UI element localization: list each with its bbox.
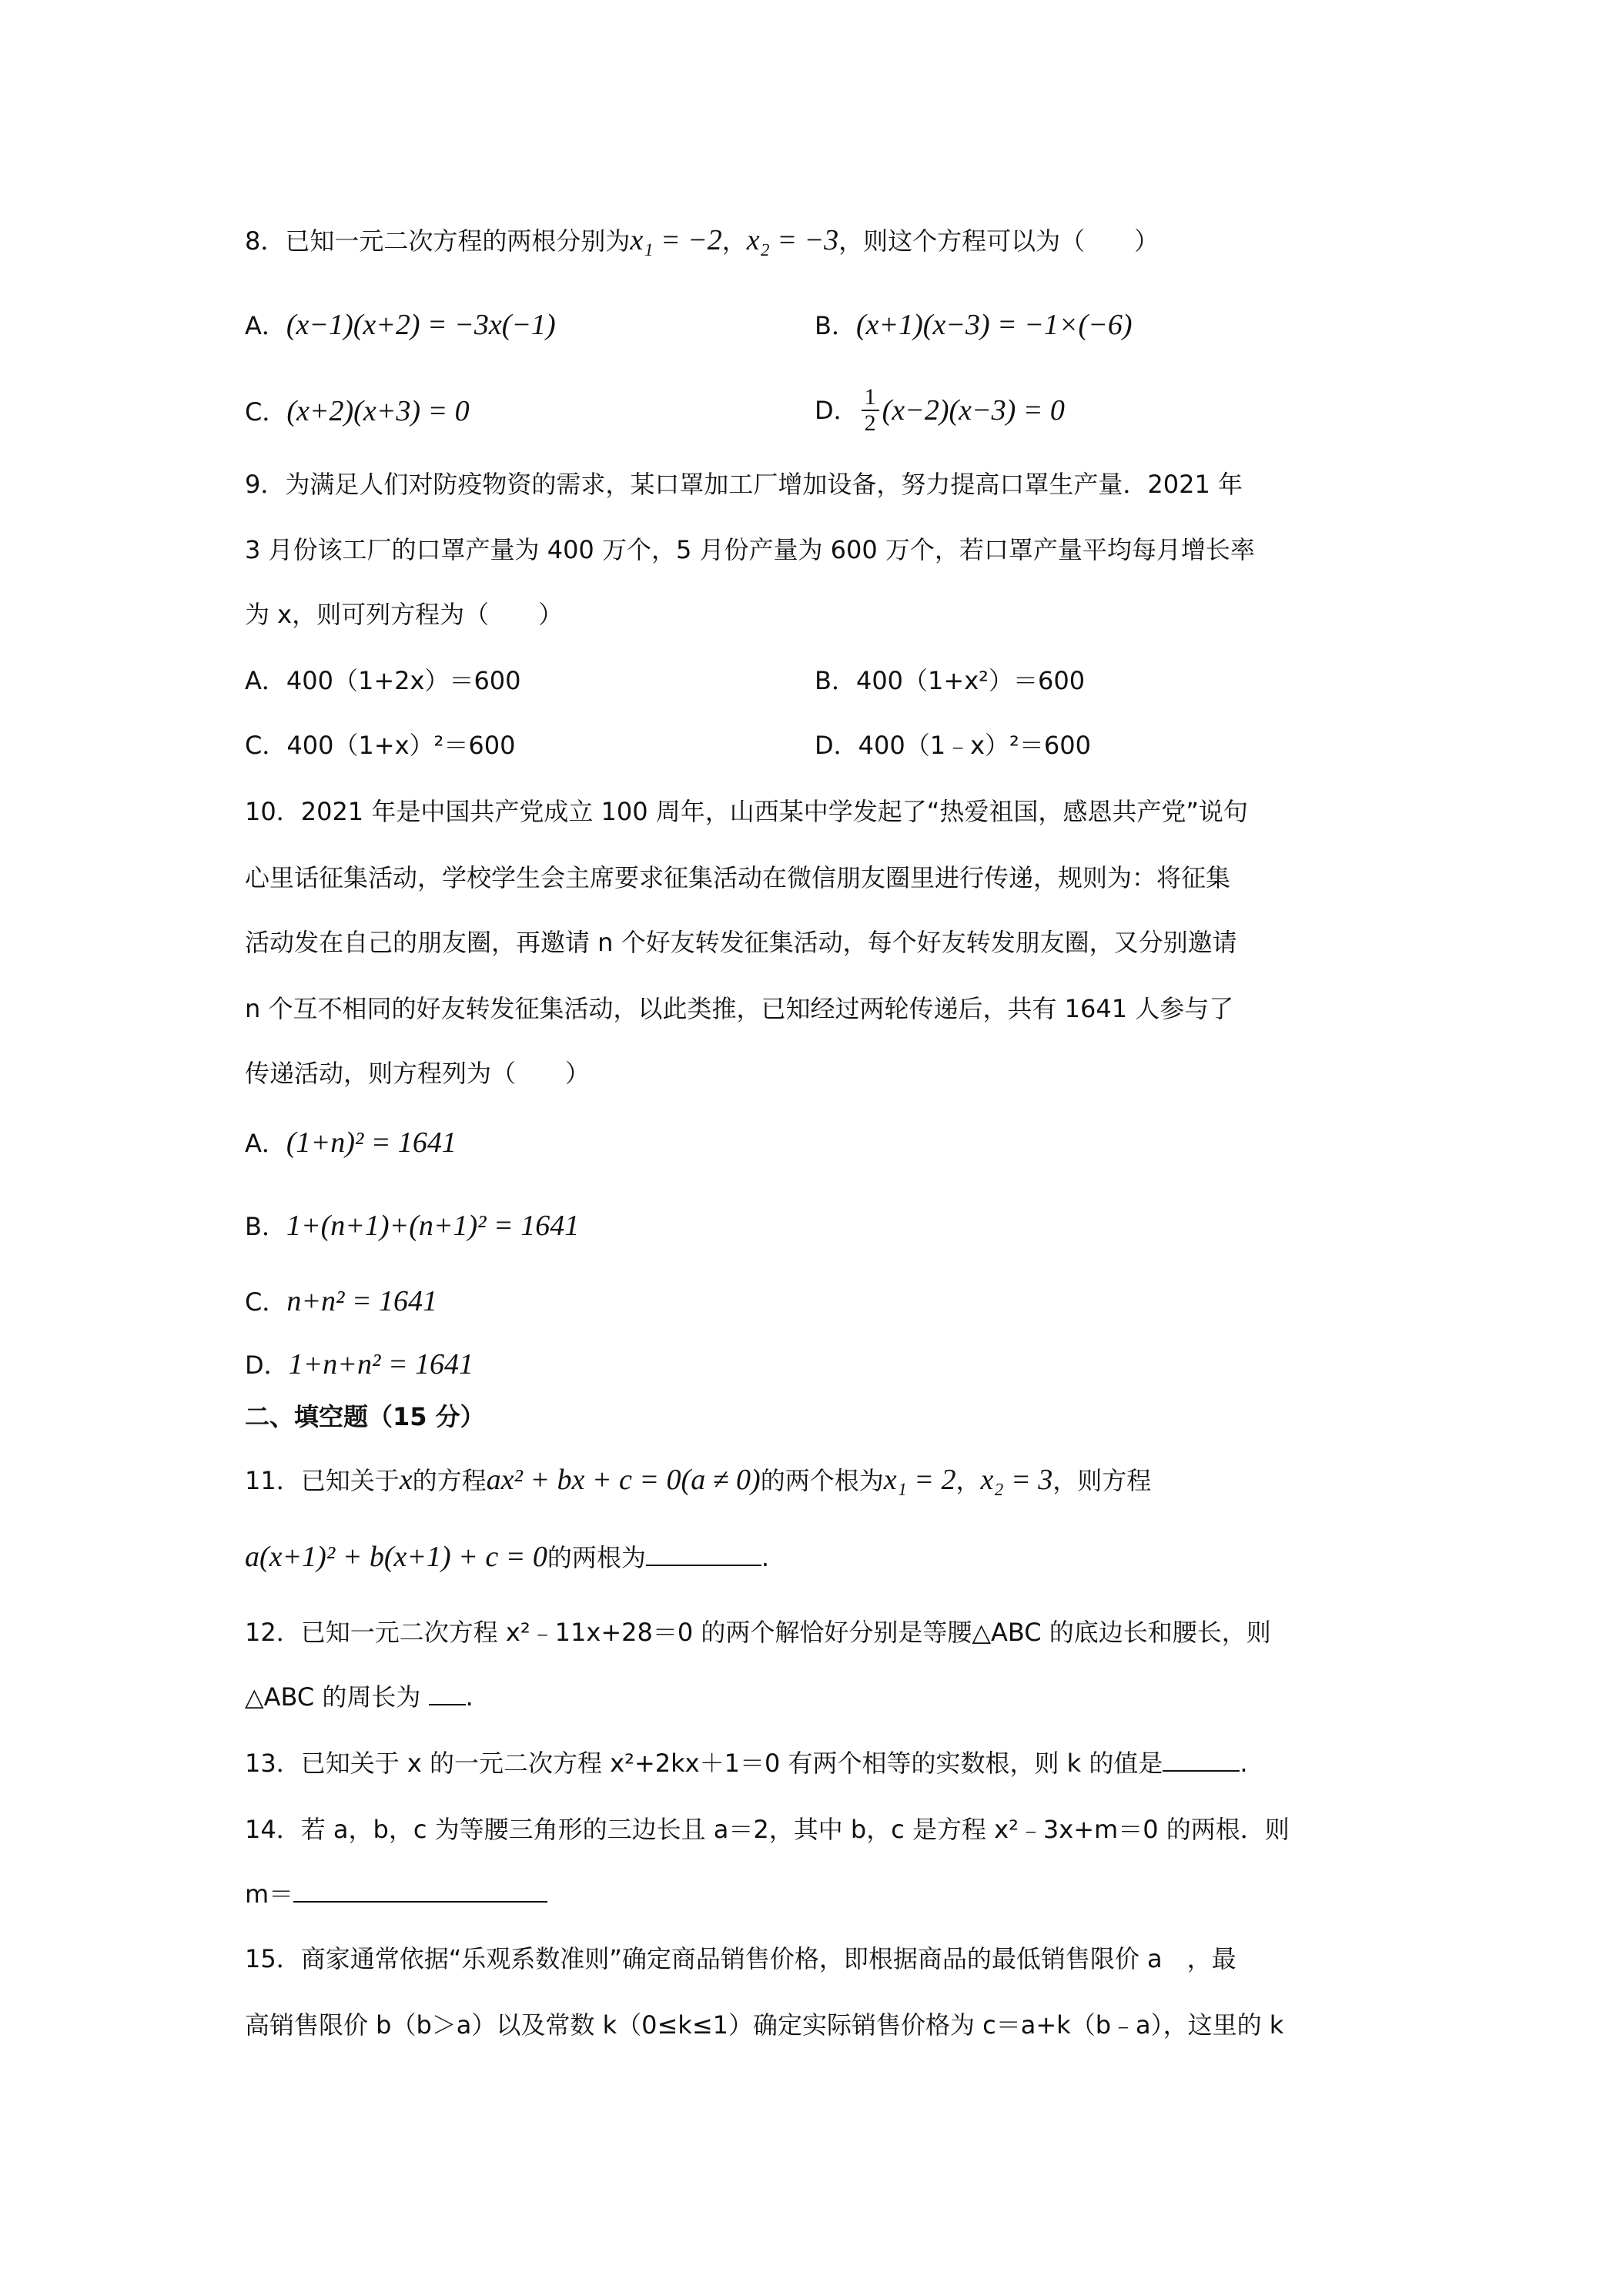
q8-root2: x₂ = −3 xyxy=(746,224,839,256)
q13-line xyxy=(245,1746,1384,1780)
q11-stem-e: 的两根为 xyxy=(547,1543,646,1572)
q11-stem-c: 的两个根为 xyxy=(760,1466,884,1495)
q12-line-2 xyxy=(245,1680,1384,1714)
q11-stem xyxy=(245,1463,1384,1498)
q8-stem xyxy=(245,223,1384,258)
q10-option-d-eq: 1+n+n² = 1641 xyxy=(288,1348,474,1381)
q11-stem-d: ，则方程 xyxy=(1052,1466,1152,1495)
q9-option-a: A．400（1+2x）＝600 xyxy=(245,666,521,695)
q8-option-c-eq: (x+2)(x+3) = 0 xyxy=(286,395,470,427)
q14-line-1: 14．若 a，b，c 为等腰三角形的三边长且 a＝2，其中 b，c 是方程 x²﹣3x+m＝0 的两根．则 xyxy=(245,1815,1290,1844)
q10-option-a xyxy=(245,1126,457,1160)
section-heading: 二、填空题（15 分） xyxy=(245,1402,485,1431)
q11-separator: ， xyxy=(955,1466,981,1495)
q8-option-c-label: C． xyxy=(245,397,287,427)
q9-line-3: 为 x，则可列方程为（ ） xyxy=(245,600,564,629)
q11-line-2 xyxy=(245,1540,1384,1575)
q11-var: x xyxy=(399,1464,413,1496)
q10-line-2: 心里话征集活动，学校学生会主席要求征集活动在微信朋友圈里进行传递，规则为：将征集 xyxy=(245,863,1231,892)
q8-option-d-label: D． xyxy=(815,396,858,425)
q10-option-d xyxy=(245,1347,474,1382)
q8-fraction-numerator: 1 xyxy=(862,385,879,411)
q11-equation: ax² + bx + c = 0(a ≠ 0) xyxy=(486,1464,761,1496)
q11-stem-b: 的方程 xyxy=(412,1466,487,1495)
q10-line-4: n 个互不相同的好友转发征集活动，以此类推，已知经过两轮传递后，共有 1641 人参与了 xyxy=(245,994,1234,1023)
q10-option-c-eq: n+n² = 1641 xyxy=(286,1285,438,1317)
q11-root2: x₂ = 3 xyxy=(980,1464,1053,1496)
q11-end: . xyxy=(761,1543,770,1572)
q10-option-c-label: C． xyxy=(245,1287,287,1317)
q13-end: . xyxy=(1240,1749,1248,1778)
q10-option-d-label: D． xyxy=(245,1350,289,1380)
q12-end: . xyxy=(465,1682,474,1712)
q8-option-d-fraction xyxy=(862,385,879,436)
q8-option-b-label: B． xyxy=(815,311,856,340)
q10-line-3: 活动发在自己的朋友圈，再邀请 n 个好友转发征集活动，每个好友转发朋友圈，又分别邀请 xyxy=(245,928,1237,957)
q10-option-b-eq: 1+(n+1)+(n+1)² = 1641 xyxy=(286,1210,580,1242)
q9-option-c: C．400（1+x）²＝600 xyxy=(245,731,516,760)
q11-stem-a: 11．已知关于 xyxy=(245,1466,400,1495)
q10-option-a-label: A． xyxy=(245,1129,286,1158)
q9-line-2: 3 月份该工厂的口罩产量为 400 万个，5 月份产量为 600 万个，若口罩产量平均每月增长率 xyxy=(245,535,1255,564)
q14-line-2 xyxy=(245,1877,1384,1911)
q8-separator: ， xyxy=(721,226,747,256)
q10-option-a-eq: (1+n)² = 1641 xyxy=(286,1126,457,1159)
q8-option-a-eq: (x−1)(x+2) = −3x(−1) xyxy=(286,309,556,341)
q8-option-b xyxy=(815,308,1132,343)
q14-answer-blank[interactable] xyxy=(293,1878,547,1903)
q8-option-c xyxy=(245,394,470,429)
q8-option-b-eq: (x+1)(x−3) = −1×(−6) xyxy=(855,309,1133,341)
q8-option-d-eq: (x−2)(x−3) = 0 xyxy=(882,394,1065,427)
q11-answer-blank[interactable] xyxy=(646,1541,761,1566)
q12-line-1: 12．已知一元二次方程 x²﹣11x+28＝0 的两个解恰好分别是等腰△ABC 的底边长和腰长，则 xyxy=(245,1618,1271,1647)
q10-option-b-label: B． xyxy=(245,1212,286,1241)
q14-line-2-text: m＝ xyxy=(245,1879,294,1909)
q8-fraction-denominator: 2 xyxy=(864,410,876,436)
q8-option-a-label: A． xyxy=(245,311,286,340)
q8-root1: x₁ = −2 xyxy=(630,224,722,256)
q11-root1: x₁ = 2 xyxy=(883,1464,956,1496)
q9-line-1: 9．为满足人们对防疫物资的需求，某口罩加工厂增加设备，努力提高口罩生产量．2021 年 xyxy=(245,470,1243,499)
q13-answer-blank[interactable] xyxy=(1163,1747,1240,1772)
q13-text: 13．已知关于 x 的一元二次方程 x²+2kx＋1＝0 有两个相等的实数根，则 k 的值是 xyxy=(245,1749,1163,1778)
q10-option-c xyxy=(245,1284,437,1319)
q11-equation-2: a(x+1)² + b(x+1) + c = 0 xyxy=(245,1541,547,1573)
q9-option-b: B．400（1+x²）＝600 xyxy=(815,666,1086,695)
q8-stem-text: 8．已知一元二次方程的两根分别为 xyxy=(245,226,631,256)
q12-answer-blank[interactable] xyxy=(429,1681,466,1705)
q10-line-1: 10．2021 年是中国共产党成立 100 周年，山西某中学发起了“热爱祖国，感恩共产党”说句 xyxy=(245,797,1248,826)
q9-option-d: D．400（1﹣x）²＝600 xyxy=(815,731,1091,760)
q8-option-d xyxy=(815,385,1065,436)
q12-line-2-text: △ABC 的周长为 xyxy=(245,1682,421,1712)
q15-line-2: 高销售限价 b（b＞a）以及常数 k（0≤k≤1）确定实际销售价格为 c＝a+k（b﹣a），这里的 k xyxy=(245,2010,1284,2040)
q15-line-1: 15．商家通常依据“乐观系数准则”确定商品销售价格，即根据商品的最低销售限价 a ，最 xyxy=(245,1944,1236,1973)
q8-stem-end: ，则这个方程可以为（ ） xyxy=(838,226,1160,256)
q8-option-a xyxy=(245,308,556,343)
q10-line-5: 传递活动，则方程列为（ ） xyxy=(245,1059,591,1088)
q10-option-b xyxy=(245,1209,579,1243)
